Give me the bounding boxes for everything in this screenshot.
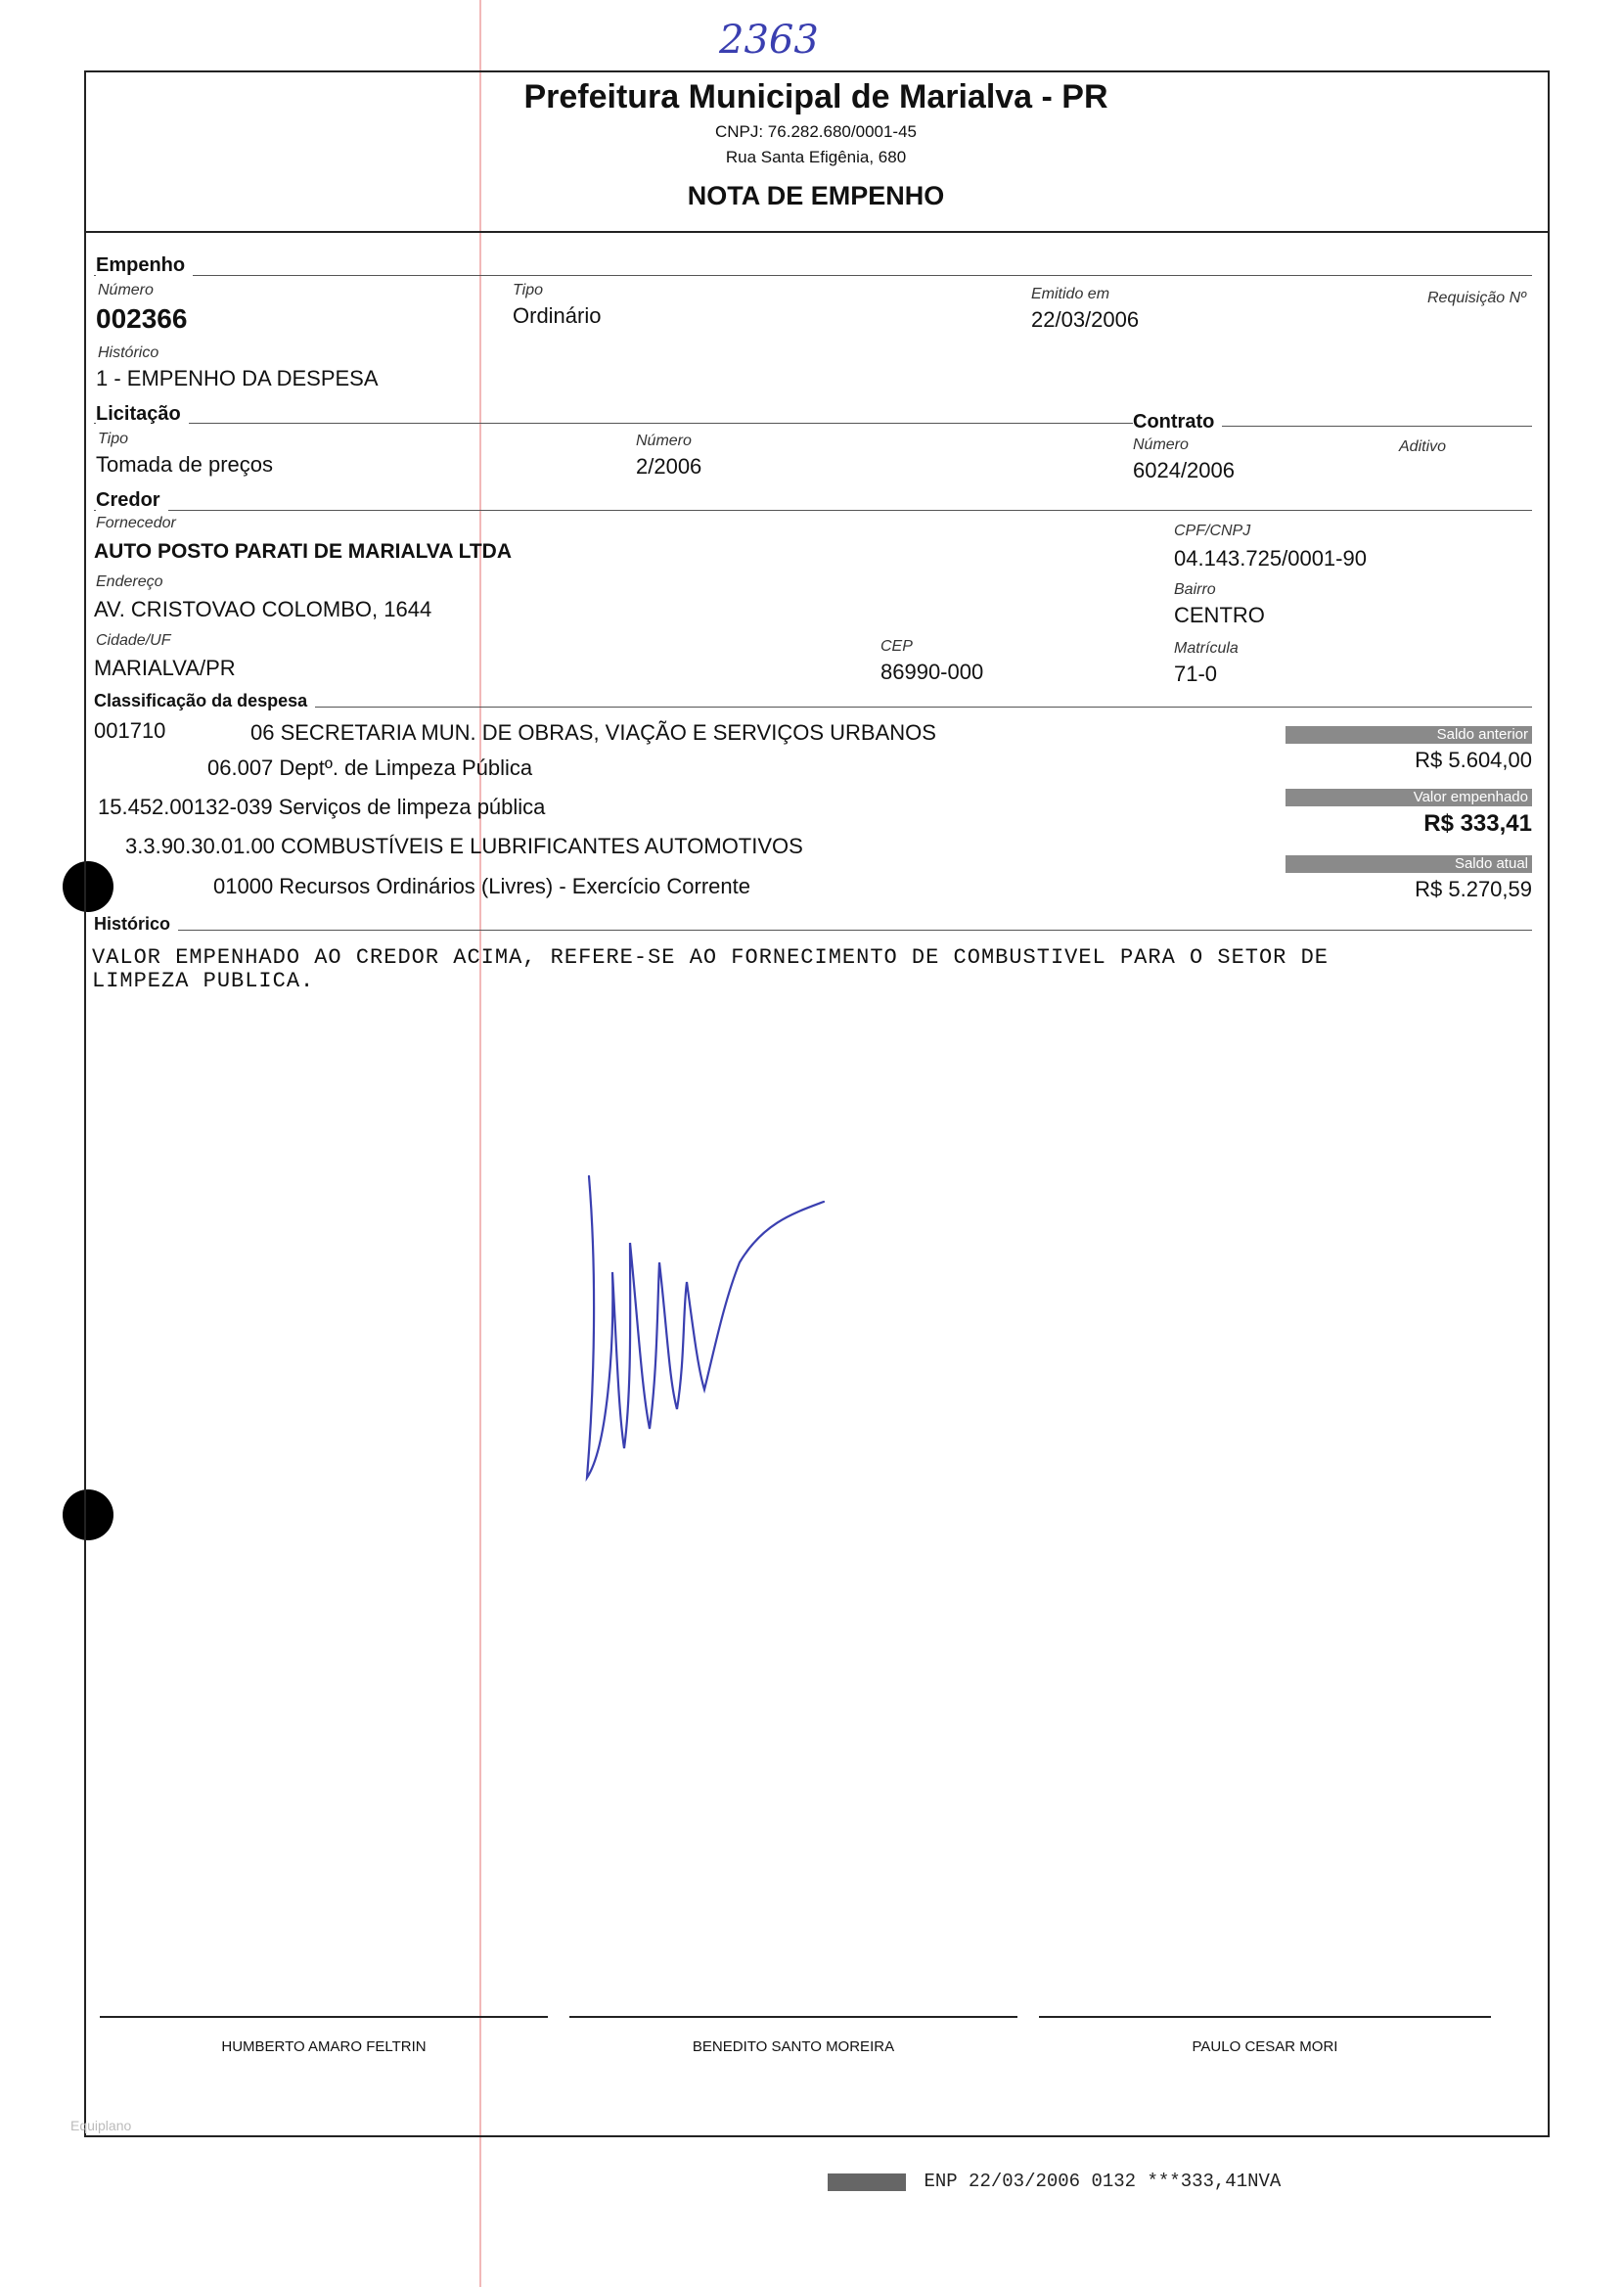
machine-stamp [828, 2171, 1281, 2192]
historico-linha-2: LIMPEZA PUBLICA. [92, 969, 315, 993]
label-matricula: Matrícula [1174, 640, 1239, 657]
label-numero: Número [98, 282, 154, 298]
tag-saldo-atual: Saldo atual [1286, 855, 1532, 873]
header-divider [84, 231, 1548, 233]
licitacao-tipo: Tomada de preços [96, 452, 273, 477]
signature-line [569, 2016, 1017, 2018]
historico-linha-1: VALOR EMPENHADO AO CREDOR ACIMA, REFERE-SE AO FORNECIMENTO DE COMBUSTIVEL PARA O SETOR DE [92, 945, 1329, 970]
signatory-1: HUMBERTO AMARO FELTRIN [221, 2038, 427, 2055]
label-emitido: Emitido em [1031, 286, 1110, 302]
label-tipo: Tipo [513, 282, 543, 298]
signatory-3: PAULO CESAR MORI [1192, 2038, 1338, 2055]
credor-nome: AUTO POSTO PARATI DE MARIALVA LTDA [94, 540, 512, 563]
empenho-data: 22/03/2006 [1031, 307, 1140, 332]
signature-line [1039, 2016, 1491, 2018]
section-licitacao: Licitação [96, 403, 189, 426]
label-cep: CEP [880, 638, 913, 655]
tag-valor-empenhado: Valor empenhado [1286, 789, 1532, 806]
contrato-numero: 6024/2006 [1133, 458, 1235, 482]
credor-cidade: MARIALVA/PR [94, 656, 236, 680]
empenho-tipo: Ordinário [513, 303, 602, 328]
section-empenho: Empenho [96, 254, 193, 277]
tag-saldo-anterior: Saldo anterior [1286, 726, 1532, 744]
divider [94, 423, 1170, 424]
credor-matricula: 71-0 [1174, 662, 1218, 686]
divider [94, 510, 1532, 511]
saldo-atual: R$ 5.270,59 [1415, 877, 1532, 901]
credor-cnpj: 04.143.725/0001-90 [1174, 546, 1367, 571]
classificacao-orgao: 06 SECRETARIA MUN. DE OBRAS, VIAÇÃO E SERVIÇOS URBANOS [250, 720, 936, 745]
divider [94, 275, 1532, 276]
classificacao-elemento: 3.3.90.30.01.00 COMBUSTÍVEIS E LUBRIFICANTES AUTOMOTIVOS [125, 834, 803, 858]
signatory-2: BENEDITO SANTO MOREIRA [692, 2038, 895, 2055]
stamp-logo [828, 2173, 906, 2191]
footer-brand: Equiplano [70, 2118, 132, 2133]
label-bairro: Bairro [1174, 581, 1216, 598]
municipality-title: Prefeitura Municipal de Marialva - PR [523, 78, 1108, 115]
section-historico: Histórico [94, 914, 178, 935]
label-fornecedor: Fornecedor [96, 515, 176, 531]
handwritten-signature [567, 1155, 841, 1487]
label-tipo-licitacao: Tipo [98, 431, 128, 447]
cnpj: CNPJ: 76.282.680/0001-45 [714, 122, 918, 141]
label-numero-licitacao: Número [636, 433, 692, 449]
classificacao-funcional: 15.452.00132-039 Serviços de limpeza pública [98, 795, 546, 819]
label-aditivo: Aditivo [1399, 438, 1447, 455]
label-endereco: Endereço [96, 573, 163, 590]
classificacao-unidade: 06.007 Deptº. de Limpeza Pública [207, 755, 533, 780]
saldo-anterior: R$ 5.604,00 [1415, 748, 1532, 772]
classificacao-codigo: 001710 [94, 718, 166, 743]
label-numero-contrato: Número [1133, 436, 1189, 453]
label-cpf-cnpj: CPF/CNPJ [1174, 523, 1251, 539]
address: Rua Santa Efigênia, 680 [725, 148, 907, 166]
handwritten-page-number: 2363 [719, 18, 819, 63]
credor-endereco: AV. CRISTOVAO COLOMBO, 1644 [94, 597, 432, 621]
section-contrato: Contrato [1133, 411, 1222, 434]
credor-cep: 86990-000 [880, 660, 984, 684]
section-credor: Credor [96, 489, 168, 512]
classificacao-recurso: 01000 Recursos Ordinários (Livres) - Exercício Corrente [213, 874, 750, 898]
signature-line [100, 2016, 548, 2018]
label-historico-empenho: Histórico [98, 344, 159, 361]
empenho-numero: 002366 [96, 303, 188, 334]
empenho-historico: 1 - EMPENHO DA DESPESA [96, 366, 379, 390]
valor-empenhado: R$ 333,41 [1423, 810, 1532, 837]
credor-bairro: CENTRO [1174, 603, 1265, 627]
document-header [84, 78, 1548, 211]
divider [94, 930, 1532, 931]
doc-title: NOTA DE EMPENHO [687, 181, 945, 210]
label-requisicao: Requisição Nº [1427, 290, 1526, 306]
section-classificacao: Classificação da despesa [94, 691, 315, 711]
label-cidade: Cidade/UF [96, 632, 171, 649]
licitacao-numero: 2/2006 [636, 454, 702, 479]
stamp-text: ENP 22/03/2006 0132 ***333,41NVA [924, 2171, 1282, 2192]
